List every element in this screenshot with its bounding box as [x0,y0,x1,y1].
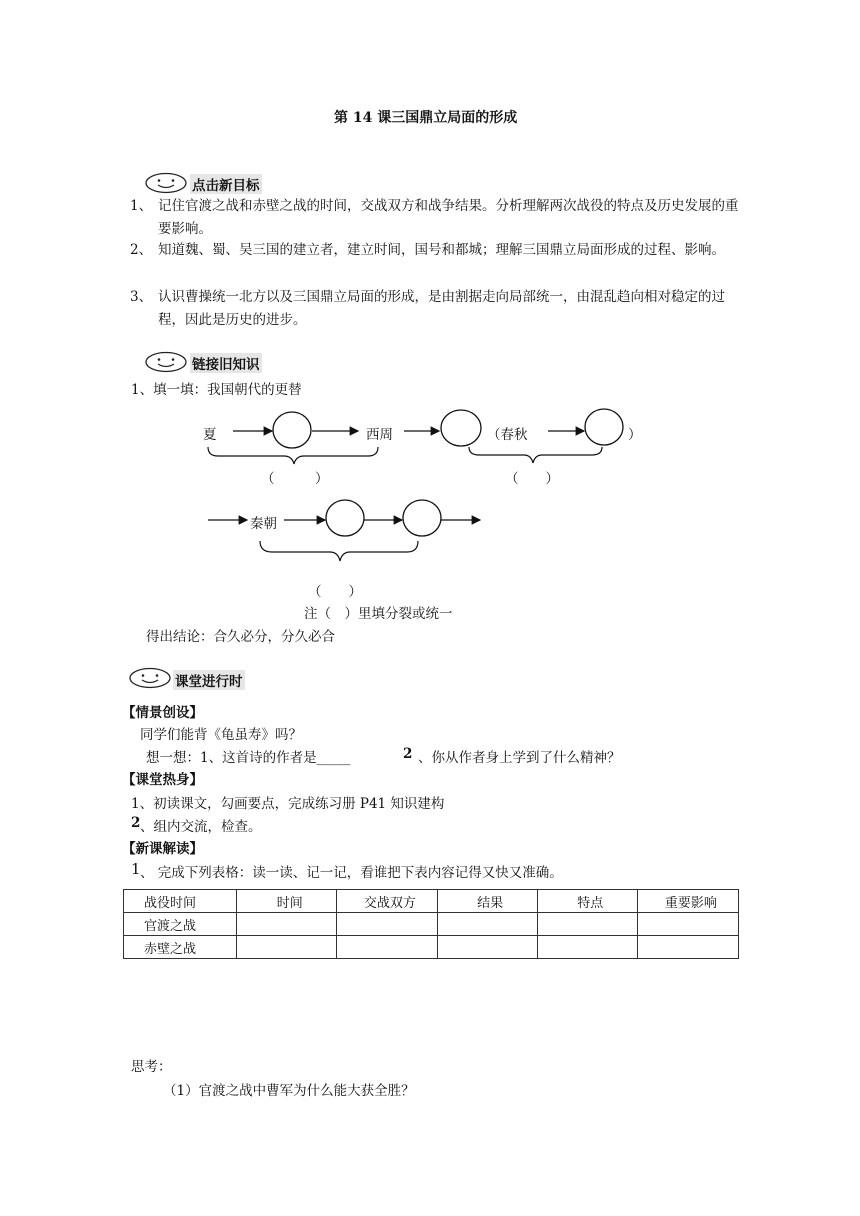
table-cell[interactable] [637,913,738,936]
table-row [124,913,739,936]
dynasty-close-paren: ） [628,427,642,443]
table-row [124,936,739,959]
table-cell[interactable] [237,936,337,959]
table-header-cell: 特点 [537,890,637,913]
table-header-row [124,890,739,913]
blank-paren: （ ） [505,471,559,487]
table-header-cell: 战役时间 [124,890,237,913]
section-classroom-label: 课堂进行时 [173,670,245,690]
page-title: 第 14 课三国鼎立局面的形成 [334,110,518,126]
table-cell[interactable] [337,936,437,959]
table-header-cell: 重要影响 [637,890,738,913]
dynasty-xia: 夏 [203,427,217,443]
thinking-question: （1）官渡之战中曹军为什么能大获全胜？ [163,1083,415,1099]
table-cell[interactable] [337,913,437,936]
battle-table [123,889,739,959]
objective-number: 2、 [130,242,153,258]
blank-circle [585,409,623,445]
objective-text: 记住官渡之战和赤壁之战的时间，交战双方和战争结果。分析理解两次战役的特点及历史发展的重要影响。 [158,198,739,237]
table-header-cell: 时间 [237,890,337,913]
blank-circle [326,500,364,536]
thinking-label: 思考： [131,1059,172,1075]
dynasty-xizhou: 西周 [366,427,393,443]
scenario-question-2-number: 2 [403,746,413,762]
diagram-note: 注（ ）里填分裂或统一 [304,606,453,622]
table-header-cell: 交战双方 [337,890,437,913]
warmup-item: 1、初读课文，勾画要点，完成练习册 P41 知识建构 [131,796,445,812]
scenario-heading: 【情景创设】 [122,705,203,721]
blank-paren: （ ） [261,471,329,487]
table-cell[interactable] [537,913,637,936]
scenario-question-1: 想一想：1、这首诗的作者是_____ [146,750,351,766]
warmup-item: 、组内交流，检查。 [140,819,262,835]
scenario-question-2: 、你从作者身上学到了什么精神？ [418,750,621,766]
blank-circle [403,500,441,536]
blank-circle [441,410,481,446]
objective-text: 知道魏、蜀、吴三国的建立者，建立时间，国号和都城；理解三国鼎立局面形成的过程、影响。 [158,242,725,258]
table-cell[interactable] [637,936,738,959]
scenario-line: 同学们能背《龟虽寿》吗？ [140,727,302,743]
table-cell: 官渡之战 [124,913,237,936]
brace [208,447,378,464]
blank-paren: （ ） [308,584,362,600]
newlesson-item: 、 完成下列表格：读一读、记一记，看谁把下表内容记得又快又准确。 [140,865,563,881]
review-question: 1、填一填：我国朝代的更替 [131,382,302,398]
warmup-item-number: 2 [131,815,141,831]
brace [260,541,418,561]
newlesson-item-number: 1 [131,860,141,878]
smiley-icon [128,667,172,689]
dynasty-qin: 秦朝 [250,516,277,532]
brace [469,447,602,463]
conclusion: 得出结论：合久必分，分久必合 [146,629,335,645]
table-header-cell: 结果 [437,890,537,913]
table-cell: 赤壁之战 [124,936,237,959]
objective-number: 3、 [130,289,153,305]
objective-number: 1、 [130,198,153,214]
table-cell[interactable] [237,913,337,936]
section-review-label: 链接旧知识 [190,353,262,373]
table-cell[interactable] [537,936,637,959]
warmup-heading: 【课堂热身】 [122,772,203,788]
newlesson-heading: 【新课解读】 [122,841,203,857]
table-cell[interactable] [437,913,537,936]
table-cell[interactable] [437,936,537,959]
objective-text: 认识曹操统一北方以及三国鼎立局面的形成，是由割据走向局部统一，由混乱趋向相对稳定的过程，因此是历史的进步。 [158,289,725,328]
dynasty-chunqiu: （春秋 [487,427,528,443]
blank-circle [273,412,311,448]
section-objectives-label: 点击新目标 [190,174,262,194]
